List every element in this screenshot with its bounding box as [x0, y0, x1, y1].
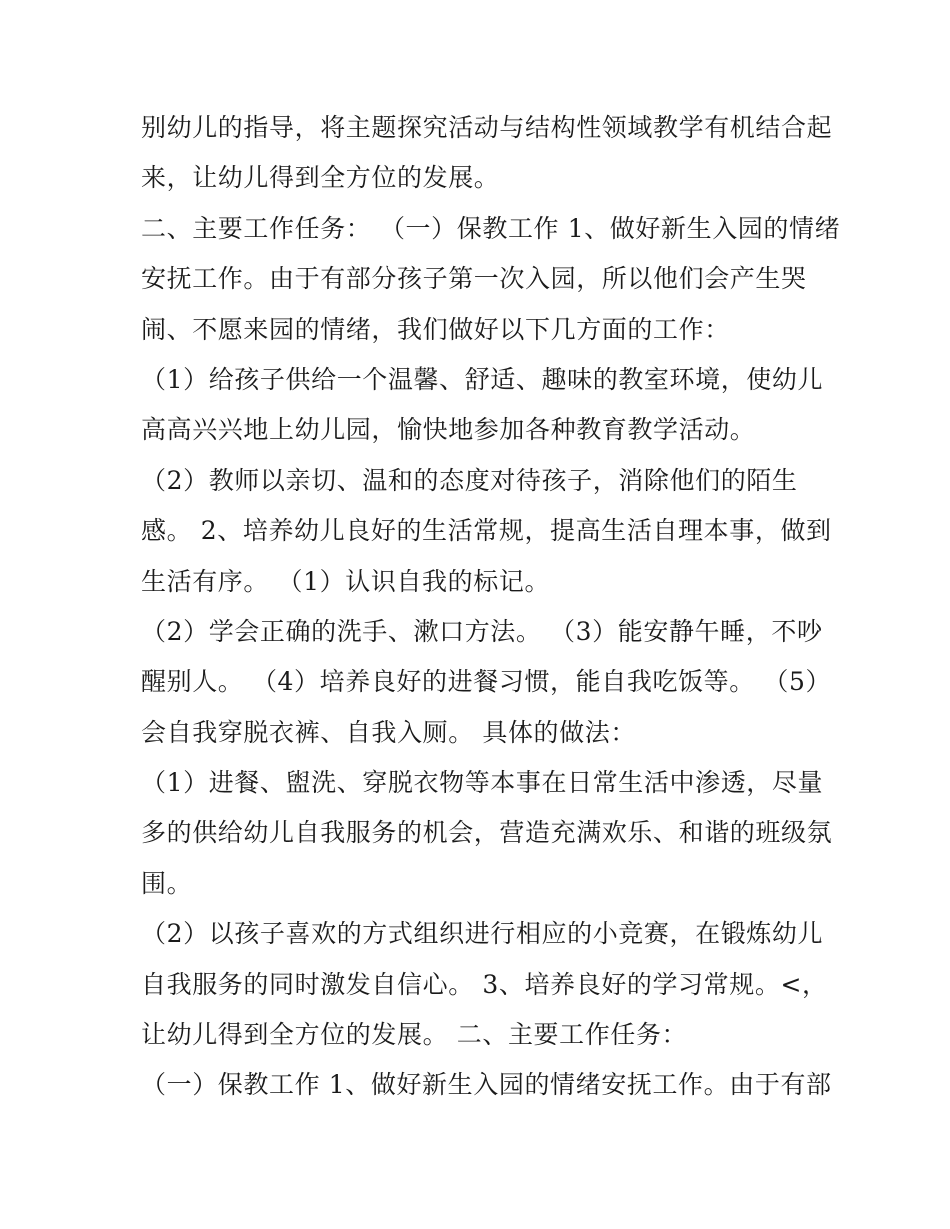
text-line: 二、主要工作任务： （一）保教工作 1、做好新生入园的情绪: [141, 213, 841, 243]
text-line: 闹、不愿来园的情绪，我们做好以下几方面的工作：: [141, 314, 730, 344]
text-line: 安抚工作。由于有部分孩子第一次入园，所以他们会产生哭: [141, 264, 807, 294]
text-line: （2）以孩子喜欢的方式组织进行相应的小竞赛，在锻炼幼儿: [141, 919, 824, 949]
text-line: 醒别人。 （4）培养良好的进餐习惯，能自我吃饭等。 （5）: [141, 667, 832, 697]
text-line: 高高兴兴地上幼儿园，愉快地参加各种教育教学活动。: [141, 415, 756, 445]
text-line: 感。 2、培养幼儿良好的生活常规，提高生活自理本事，做到: [141, 516, 832, 546]
text-line: 来，让幼儿得到全方位的发展。: [141, 163, 500, 193]
text-line: 让幼儿得到全方位的发展。 二、主要工作任务：: [141, 1020, 688, 1050]
text-line: 会自我穿脱衣裤、自我入厕。 具体的做法：: [141, 717, 636, 747]
text-line: （2）教师以亲切、温和的态度对待孩子，消除他们的陌生: [141, 465, 798, 495]
text-line: 自我服务的同时激发自信心。 3、培养良好的学习常规。<，: [141, 969, 828, 999]
text-line: （一）保教工作 1、做好新生入园的情绪安抚工作。由于有部: [141, 1070, 832, 1100]
text-line: 多的供给幼儿自我服务的机会，营造充满欢乐、和谐的班级氛: [141, 818, 833, 848]
text-line: 围。: [141, 868, 193, 898]
text-line: （1）进餐、盥洗、穿脱衣物等本事在日常生活中渗透，尽量: [141, 768, 824, 798]
document-body: [141, 103, 841, 1111]
text-line: （2）学会正确的洗手、漱口方法。 （3）能安静午睡，不吵: [141, 616, 823, 646]
text-line: 生活有序。 （1）认识自我的标记。: [141, 566, 551, 596]
text-line: 别幼儿的指导，将主题探究活动与结构性领域教学有机结合起: [141, 113, 833, 142]
text-line: （1）给孩子供给一个温馨、舒适、趣味的教室环境，使幼儿: [141, 364, 824, 394]
